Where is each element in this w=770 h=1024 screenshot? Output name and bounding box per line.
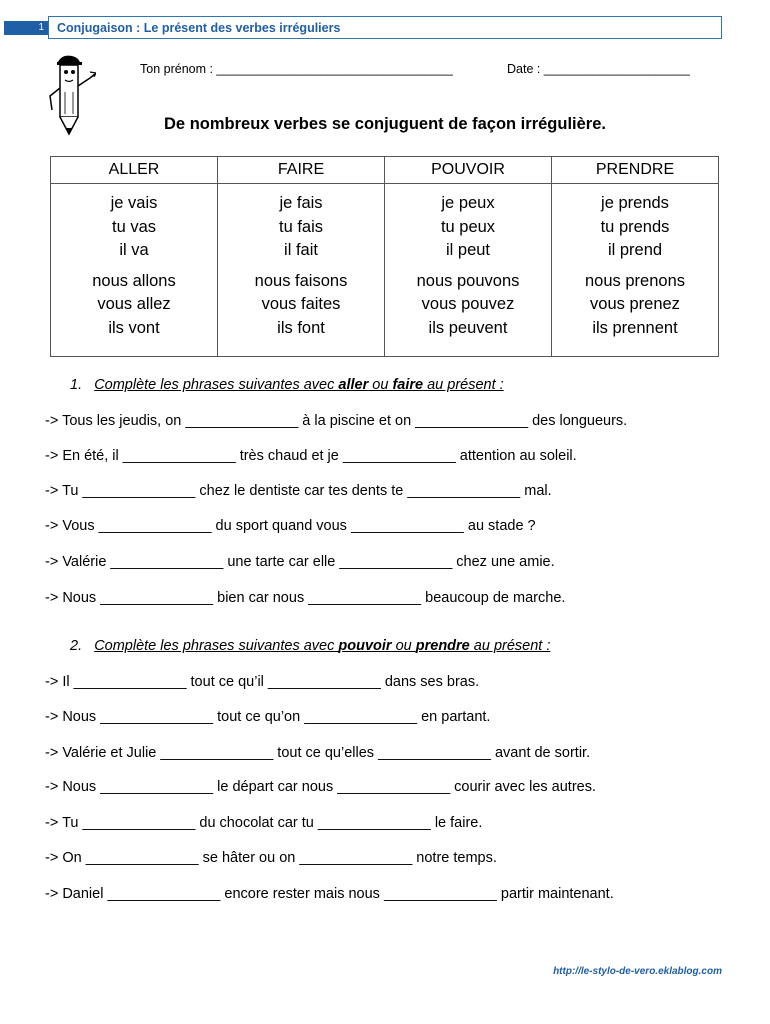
exercise-sentence: -> Nous ______________ bien car nous ______________ beaucoup de marche. xyxy=(45,590,566,606)
exercise-sentence: -> Nous ______________ le départ car nous ______________ courir avec les autres. xyxy=(45,779,596,795)
exercise-sentence: -> Vous ______________ du sport quand vous ______________ au stade ? xyxy=(45,518,536,534)
conjugation-cell xyxy=(385,184,552,357)
target-verb: aller xyxy=(338,377,369,393)
exercise-number: 2. xyxy=(70,638,83,654)
date-field-label: Date : _____________________ xyxy=(507,62,690,76)
target-verb: prendre xyxy=(415,638,470,654)
conjugation-line: il va xyxy=(119,241,149,259)
exercise-sentence: -> On ______________ se hâter ou on ______________ notre temps. xyxy=(45,850,497,866)
conjugation-line: je fais xyxy=(279,194,323,212)
instruction-text: au présent : xyxy=(423,377,504,393)
instruction-text: au présent : xyxy=(469,638,551,654)
conjugation-cell xyxy=(552,184,719,357)
exercise-1-heading xyxy=(70,377,504,393)
exercise-sentence: -> Tu ______________ chez le dentiste car tes dents te ______________ mal. xyxy=(45,483,552,499)
target-verb: pouvoir xyxy=(338,638,392,654)
conjugation-line: ils vont xyxy=(108,318,160,337)
target-verb: faire xyxy=(392,377,424,393)
verb-header: FAIRE xyxy=(218,157,385,184)
verb-header: PRENDRE xyxy=(552,157,719,184)
footer-url[interactable]: http://le-stylo-de-vero.eklablog.com xyxy=(553,966,722,977)
exercise-sentence: -> En été, il ______________ très chaud et je ______________ attention au soleil. xyxy=(45,448,577,464)
conjugation-line: vous prenez xyxy=(590,295,680,313)
table-header-row xyxy=(51,157,719,184)
exercise-2-heading xyxy=(70,638,550,654)
exercise-instruction xyxy=(94,377,504,393)
conjugation-line: vous allez xyxy=(97,295,171,313)
exercise-sentence: -> Valérie ______________ une tarte car elle ______________ chez une amie. xyxy=(45,554,555,570)
name-field-label: Ton prénom : __________________________________ xyxy=(140,62,453,76)
conjugation-line: tu fais xyxy=(278,217,324,236)
page-header xyxy=(0,16,722,40)
instruction-text: ou xyxy=(368,377,393,393)
title-box xyxy=(48,16,722,39)
page-title: Conjugaison : Le présent des verbes irréguliers xyxy=(57,21,341,35)
conjugation-line: ils peuvent xyxy=(428,318,508,337)
page-number: 1 xyxy=(4,21,48,35)
conjugation-line: ils font xyxy=(277,318,325,337)
exercise-sentence: -> Tous les jeudis, on ______________ à la piscine et on ______________ des longueurs. xyxy=(45,413,628,429)
lead-sentence: De nombreux verbes se conjuguent de façon irrégulière. xyxy=(164,115,606,133)
conjugation-line: je prends xyxy=(601,194,669,212)
conjugation-line: tu vas xyxy=(111,217,157,236)
instruction-text: Complète les phrases suivantes avec xyxy=(94,377,339,393)
table-row xyxy=(51,184,719,357)
conjugation-line: je vais xyxy=(110,194,158,212)
conjugation-line: vous pouvez xyxy=(421,295,515,313)
exercise-sentence: -> Il ______________ tout ce qu’il ______________ dans ses bras. xyxy=(45,674,480,690)
conjugation-line: ils prennent xyxy=(592,318,678,337)
conjugation-line: il peut xyxy=(445,241,491,259)
exercise-number: 1. xyxy=(70,377,83,393)
verb-header: POUVOIR xyxy=(385,157,552,184)
instruction-text: Complète les phrases suivantes avec xyxy=(94,638,339,654)
instruction-text: ou xyxy=(391,638,416,654)
conjugation-line: je peux xyxy=(441,194,495,212)
conjugation-line: tu peux xyxy=(440,217,496,236)
exercise-sentence: -> Tu ______________ du chocolat car tu ______________ le faire. xyxy=(45,815,483,831)
conjugation-line: vous faites xyxy=(261,295,341,313)
conjugation-line: nous prenons xyxy=(585,271,685,290)
exercise-instruction xyxy=(94,638,550,654)
conjugation-line: nous pouvons xyxy=(416,271,520,290)
exercise-sentence: -> Daniel ______________ encore rester mais nous ______________ partir maintenant. xyxy=(45,886,614,902)
conjugation-cell xyxy=(51,184,218,357)
conjugation-line: tu prends xyxy=(600,217,670,236)
conjugation-line: nous faisons xyxy=(254,271,348,290)
conjugation-line: il prend xyxy=(607,241,663,259)
conjugation-cell xyxy=(218,184,385,357)
verb-header: ALLER xyxy=(51,157,218,184)
exercise-sentence: -> Nous ______________ tout ce qu’on ______________ en partant. xyxy=(45,709,491,725)
conjugation-line: il fait xyxy=(284,241,318,259)
conjugation-line: nous allons xyxy=(92,271,176,290)
conjugation-table xyxy=(50,156,719,357)
exercise-sentence: -> Valérie et Julie ______________ tout ce qu’elles ______________ avant de sortir. xyxy=(45,745,591,761)
